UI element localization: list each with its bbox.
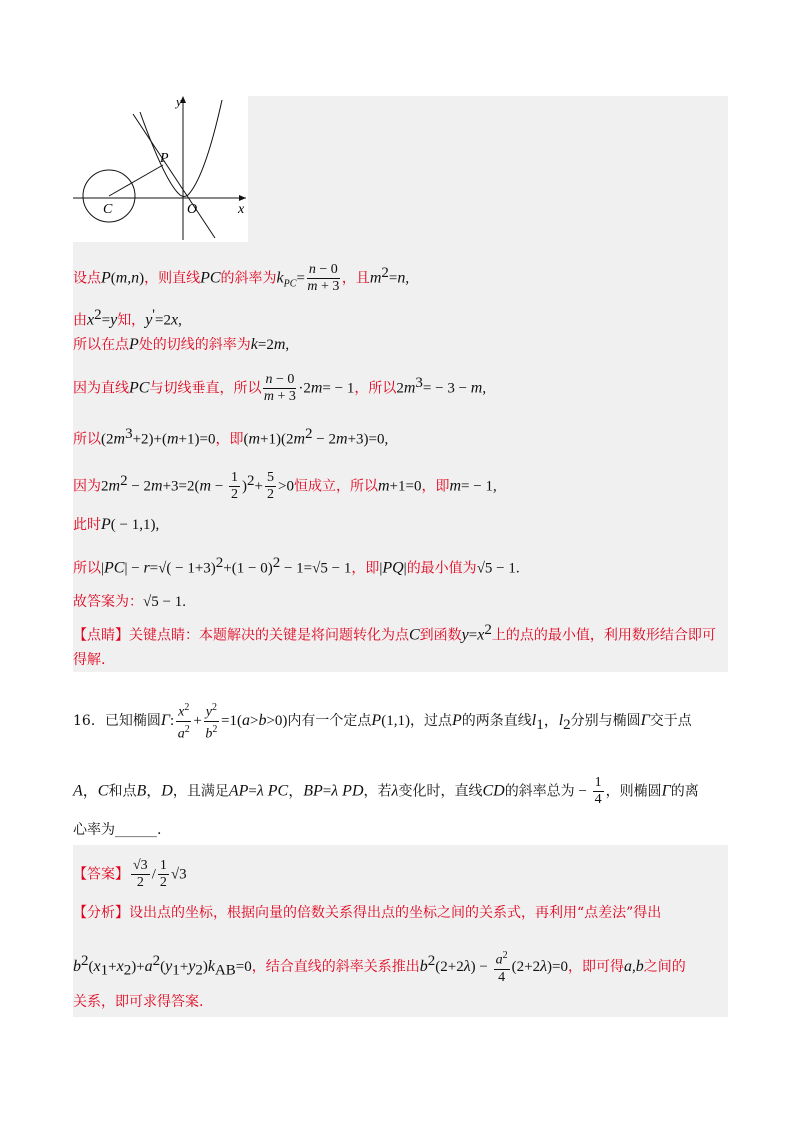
sol-line-9: 故答案为：√5 − 1.	[73, 594, 186, 610]
sol-line-4: 因为直线PC与切线垂直，所以 $\frac{n - 0}{m + 3}$ ·2m= − 1，所以$2m^3= - 3 - m$,	[73, 372, 487, 404]
solution-background-top	[248, 96, 728, 242]
sol-line-3: 所以在点P处的切线的斜率为k=2m,	[73, 336, 290, 353]
q16-line-3: 心率为______.	[73, 822, 162, 838]
analysis-line-2: $b^2(x_1+x_2)+a^2(y_1+y_2)k_{AB}=0$，结合直线的斜率关系推出$b^2(2+2\lambda)$ − $\frac{a^2}{4}$ (2+2λ)=0，即可得a,b之间的	[73, 950, 686, 985]
sol-line-8: 所以$|PC| - r=√( - 1+3)^2+(1 - 0)^2 - 1=√5 - 1$，即|PQ|的最小值为√5 − 1.	[73, 555, 520, 577]
label-o: O	[187, 202, 198, 217]
tip-line-1: 【点睛】关键点睛：本题解决的关键是将问题转化为点C到函数$y=x^2$上的点的最小值，利用数形结合即可	[73, 622, 716, 644]
label-x: x	[238, 202, 245, 217]
tip-line-2: 得解.	[73, 652, 106, 668]
sol-line-5: 所以$(2m^3+2)+(m+1)=0$，即$(m+1)(2m^2 - 2m+3)=0$,	[73, 426, 389, 448]
figure-graph	[70, 92, 250, 242]
q16-line-1: 16．已知椭圆Γ: $\frac{x^2}{a^2}$ + $\frac{y^2}{b^2}$ =1(a>b>0)内有一个定点P(1,1)，过点P的两条直线$l_1$，$l_2$分别与椭圆Γ交于点	[73, 702, 692, 742]
label-y: y	[176, 94, 182, 109]
sol-line-1: 设点P(m,n)，则直线PC的斜率为$k_{PC}=$ $\frac{n - 0}{m + 3}$ ，且$m^2=n$,	[73, 262, 410, 294]
label-c: C	[103, 202, 113, 217]
analysis-line-1: 【分析】设出点的坐标，根据向量的倍数关系得出点的坐标之间的关系式，再利用“点差法”得出	[73, 905, 662, 921]
sol-line-2: 由$x^2=y$知，y'=2x,	[73, 307, 182, 329]
answer-blank: ______	[115, 822, 157, 838]
analysis-line-3: 关系，即可求得答案.	[73, 994, 204, 1010]
answer-line: 【答案】 $\frac{√3}{2}$ / $\frac{1}{2}$ √3	[73, 858, 187, 890]
sol-line-6: 因为$2m^2 - 2m+3=2(m$ − $\frac{1}{2}$ )$^2$+ $\frac{5}{2}$ >0恒成立，所以m+1=0，即m= − 1,	[73, 470, 497, 502]
label-p: P	[160, 151, 169, 166]
sol-line-7: 此时P( − 1,1),	[73, 516, 160, 533]
q16-line-2: A，C和点B，D，且满足AP=λ PC，BP=λ PD，若λ变化时，直线CD的斜率总为 − $\frac{1}{4}$ ，则椭圆Γ的离	[73, 775, 699, 807]
